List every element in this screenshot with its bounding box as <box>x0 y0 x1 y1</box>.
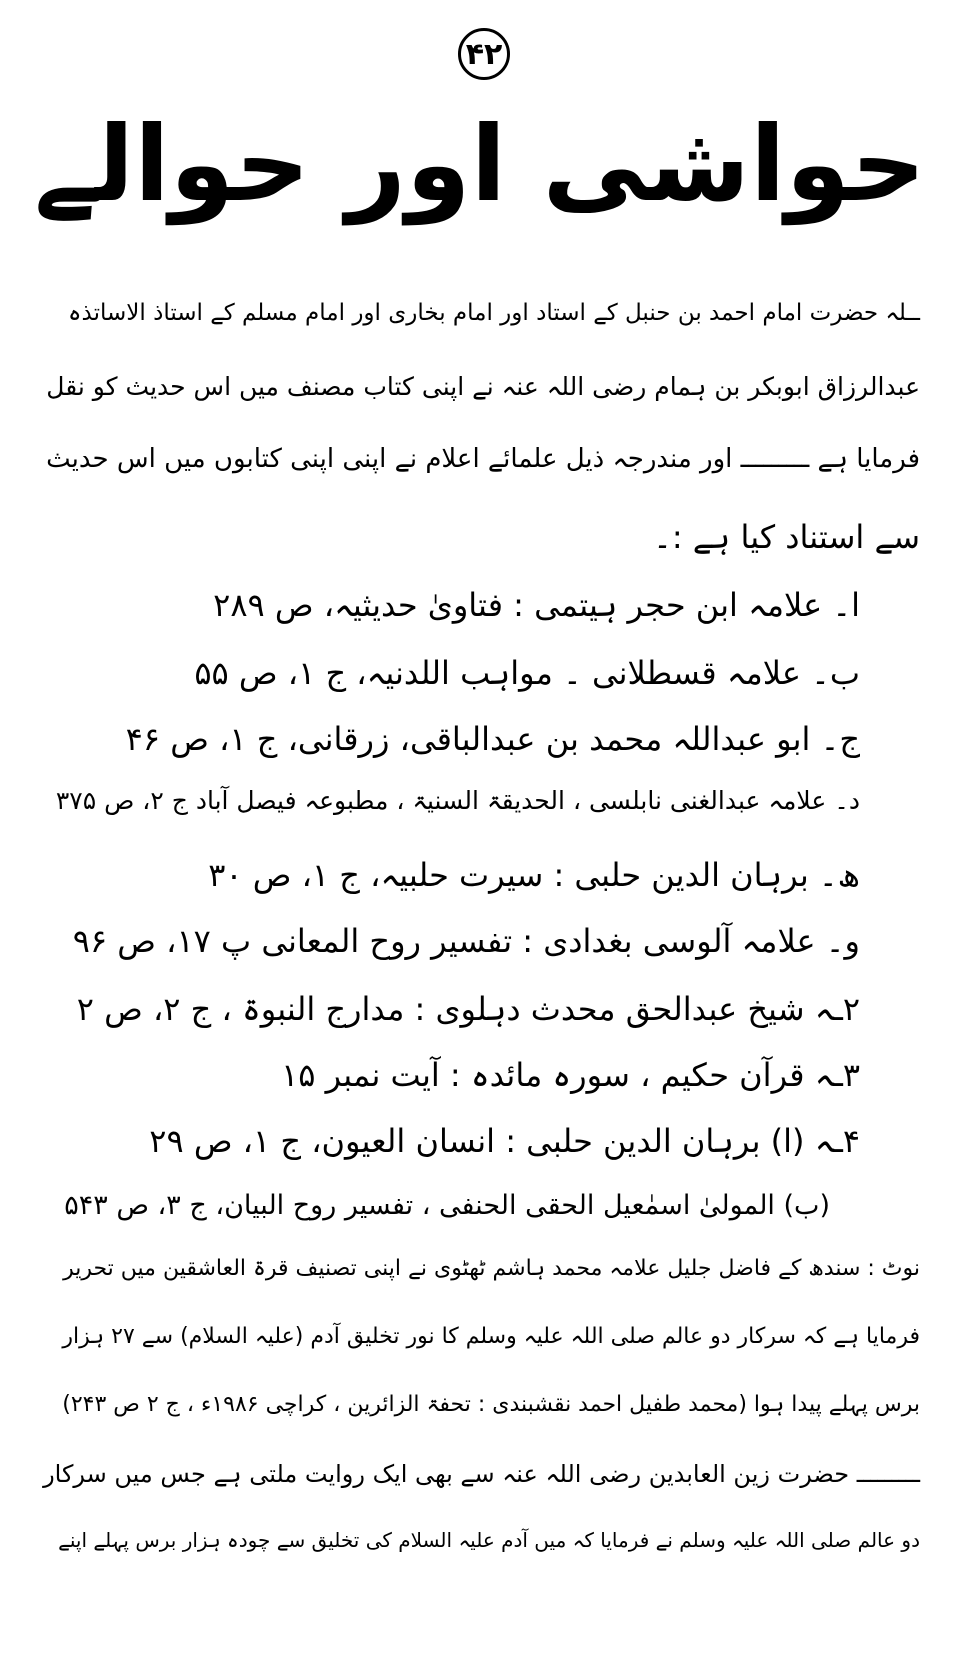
note-line: نوٹ : سندھ کے فاضل جلیل علامہ محمد ہاشم ٹھٹوی نے اپنی تصنیف قرۃ العاشقین میں تحریر <box>63 1256 920 1281</box>
text-line: فرمایا ہے ـــــــــ اور مندرجہ ذیل علمائے اعلام نے اپنی اپنی کتابوں میں اس حدیث <box>46 444 920 474</box>
footnote-line: ۳ـہ قرآن حکیم ، سورہ مائدہ : آیت نمبر ۱۵ <box>281 1056 860 1094</box>
reference-line: و۔ علامہ آلوسی بغدادی : تفسیر روح المعانی پ ۱۷، ص ۹۶ <box>72 922 860 960</box>
text-line: ــلہ حضرت امام احمد بن حنبل کے استاد اور امام بخاری اور امام مسلم کے استاذ الاساتذہ <box>68 300 920 326</box>
text-line: سے استناد کیا ہے :۔ <box>653 518 920 556</box>
text-line: عبدالرزاق ابوبکر بن ہمام رضی اللہ عنہ نے اپنی کتاب مصنف میں اس حدیث کو نقل <box>46 372 920 401</box>
footnote-line: ۲ـہ شیخ عبدالحق محدث دہلوی : مدارج النبوۃ ، ج ۲، ص ۲ <box>76 990 860 1028</box>
footnote-line: (ب) المولیٰ اسمٰعیل الحقی الحنفی ، تفسیر روح البیان، ج ۳، ص ۵۴۳ <box>64 1190 830 1221</box>
footnote-line: ۴ـہ (ا) برہان الدین حلبی : انسان العیون، ج ۱، ص ۲۹ <box>149 1122 860 1160</box>
page-number: ۴۲ <box>458 28 510 80</box>
note-line: برس پہلے پیدا ہوا (محمد طفیل احمد نقشبندی : تحفۃ الزائرین ، کراچی ۱۹۸۶ء ، ج ۲ ص ۲۴۳) <box>62 1392 920 1417</box>
note-line: دو عالم صلی اللہ علیہ وسلم نے فرمایا کہ میں آدم علیہ السلام کی تخلیق سے چودہ ہزار برس پہلے اپنے <box>58 1528 920 1552</box>
reference-line: ھ۔ برہان الدین حلبی : سیرت حلبیہ، ج ۱، ص ۳۰ <box>208 856 860 894</box>
reference-line: د۔ علامہ عبدالغنی نابلسی ، الحدیقۃ السنیۃ ، مطبوعہ فیصل آباد ج ۲، ص ۳۷۵ <box>55 786 860 815</box>
note-line: فرمایا ہے کہ سرکار دو عالم صلی اللہ علیہ وسلم کا نور تخلیق آدم (علیہ السلام) سے ۲۷ ہزار <box>62 1324 920 1349</box>
note-line: ـــــــــ حضرت زین العابدین رضی اللہ عنہ سے بھی ایک روایت ملتی ہے جس میں سرکار <box>43 1460 920 1488</box>
reference-line: ا۔ علامہ ابن حجر ہیتمی : فتاویٰ حدیثیہ، ص ۲۸۹ <box>213 586 860 624</box>
reference-line: ج۔ ابو عبداللہ محمد بن عبدالباقی، زرقانی، ج ۱، ص ۴۶ <box>125 720 860 758</box>
page-title: حواشی اور حوالے <box>34 103 926 225</box>
reference-line: ب۔ علامہ قسطلانی ۔ مواہب اللدنیہ، ج ۱، ص ۵۵ <box>194 654 860 692</box>
